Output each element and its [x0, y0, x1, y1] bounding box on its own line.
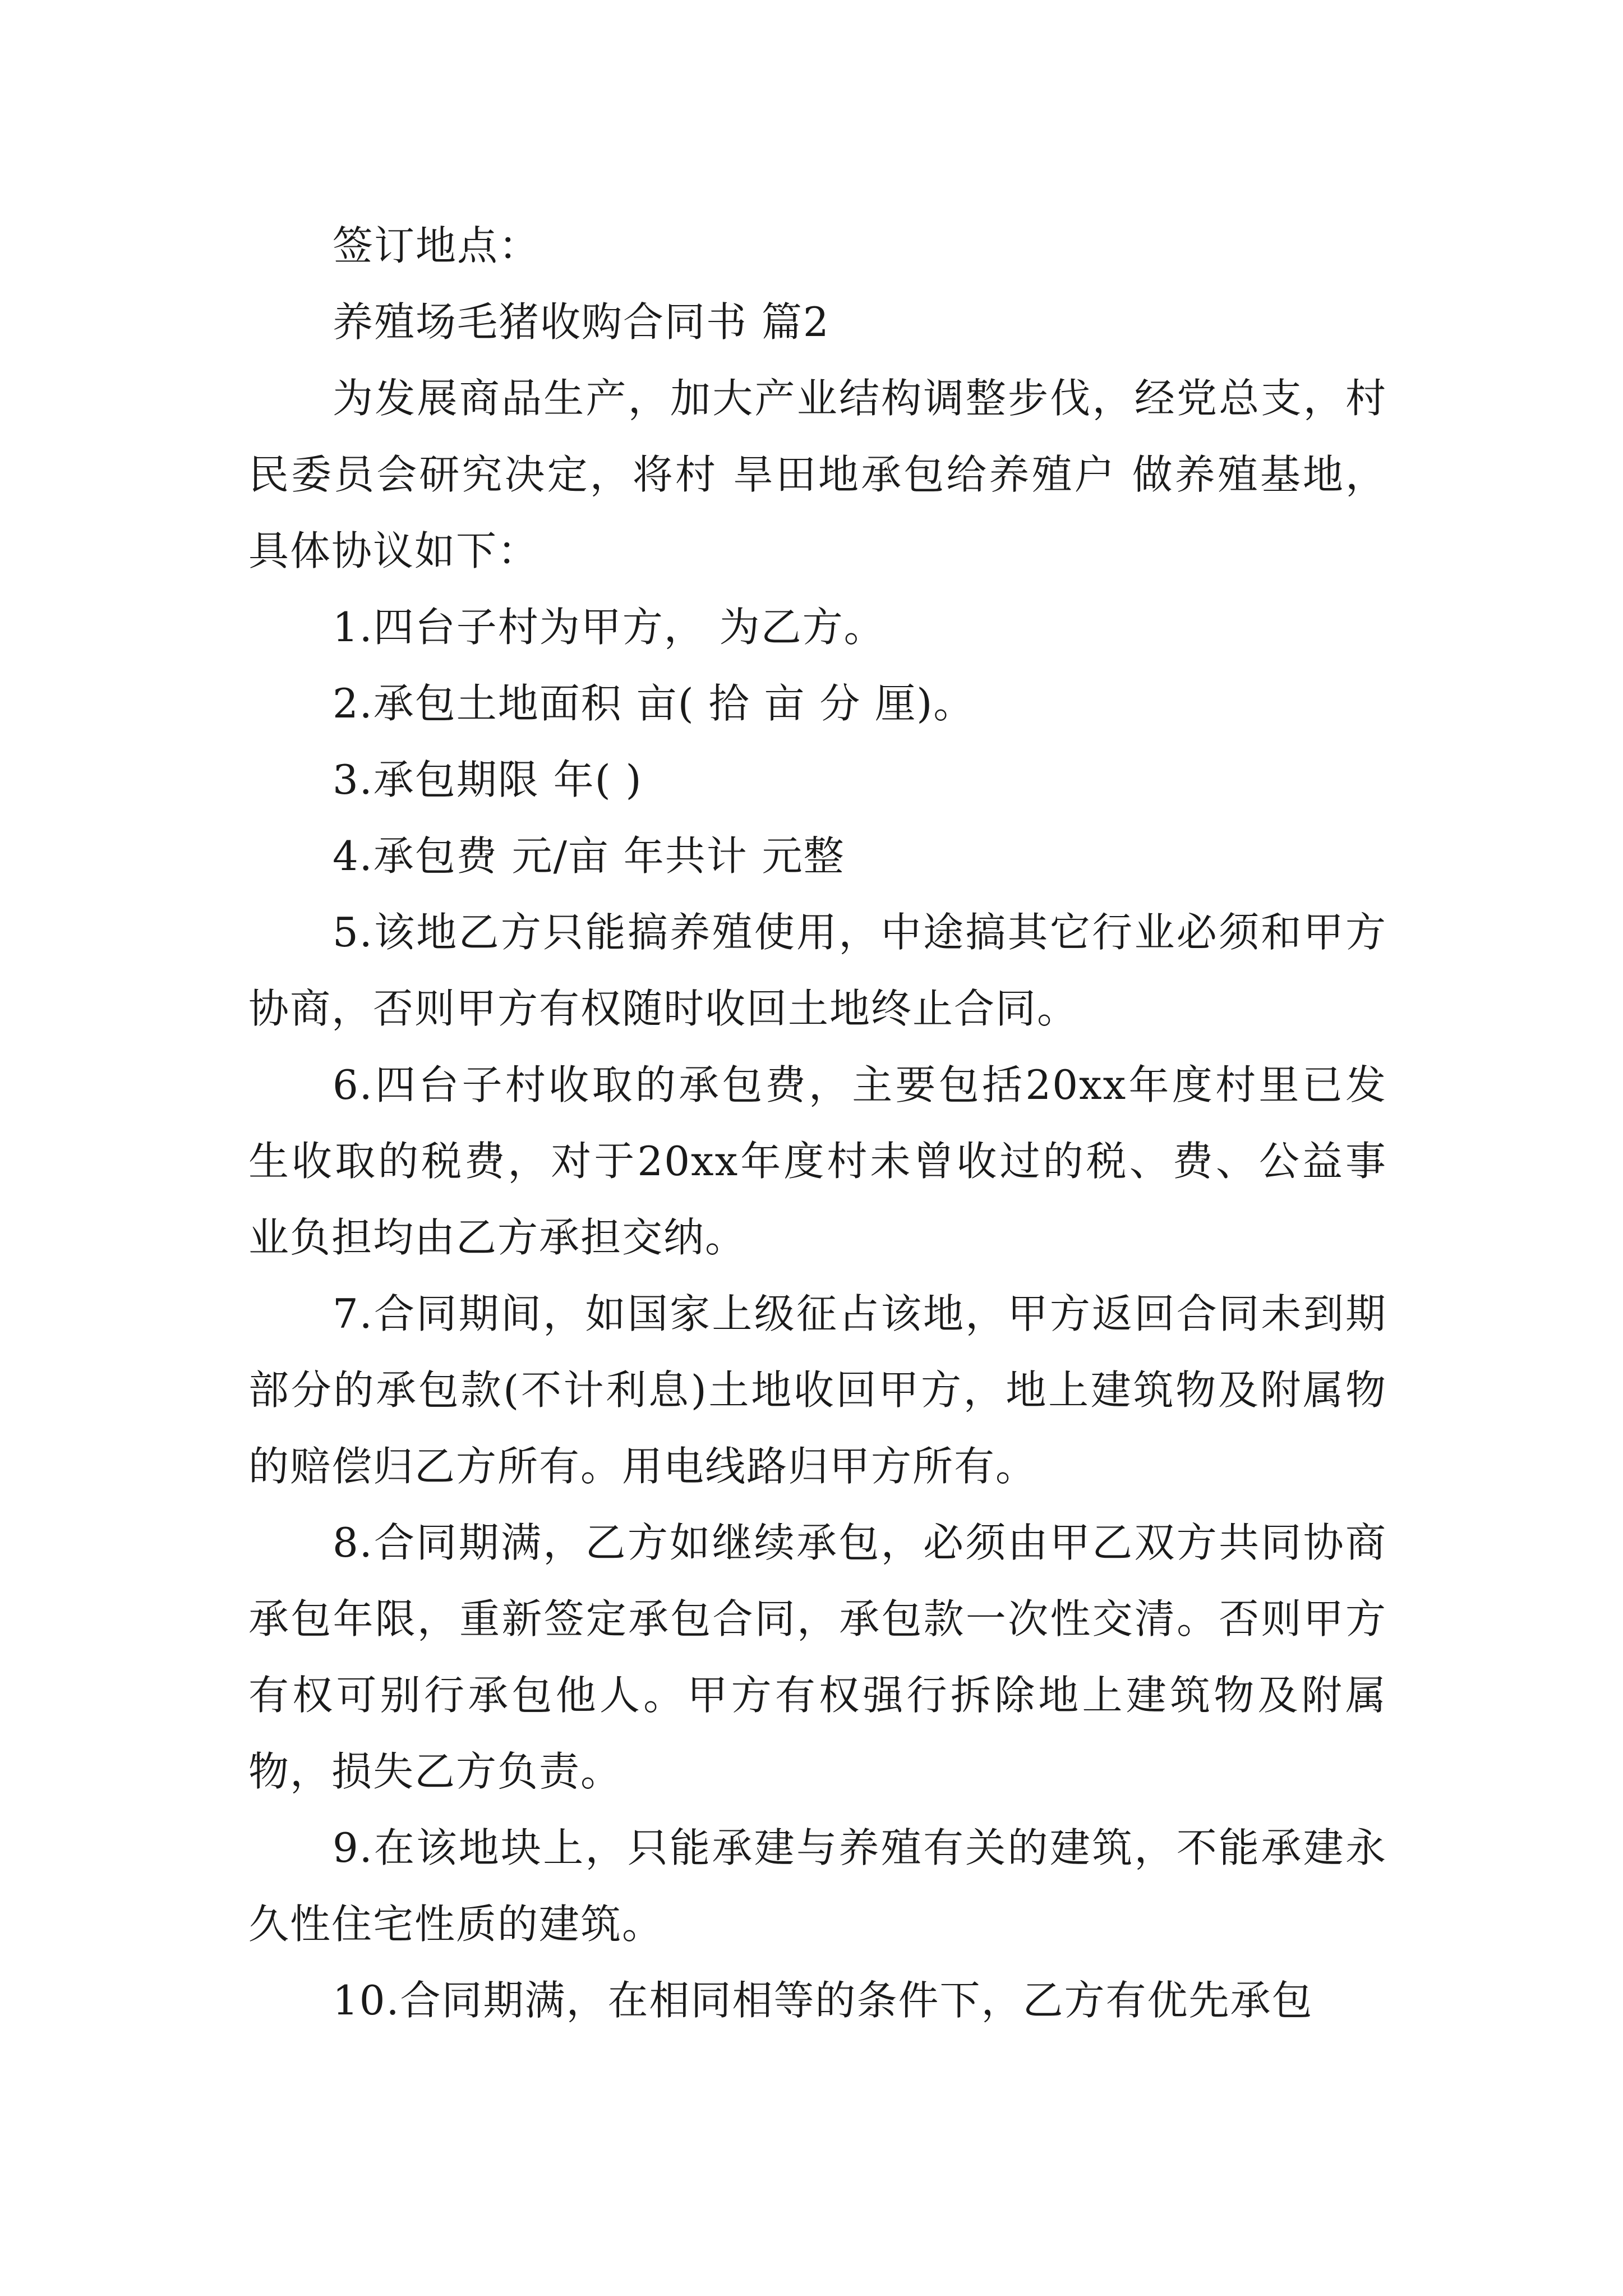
clause-2: 2.承包土地面积 亩( 拾 亩 分 厘)。 [333, 680, 975, 727]
clause-1: 1.四台子村为甲方， 为乙方。 [333, 604, 886, 651]
clause-4: 4.承包费 元/亩 年共计 元整 [333, 832, 845, 880]
signing-location-line: 签订地点： [333, 222, 541, 269]
document-body [248, 208, 1387, 2039]
clause-10: 10.合同期满，在相同相等的条件下，乙方有优先承包 [333, 1977, 1313, 2024]
clause-5: 5.该地乙方只能搞养殖使用，中途搞其它行业必须和甲方协商，否则甲方有权随时收回土地终止合同。 [248, 909, 1387, 1032]
clause-7: 7.合同期间，如国家上级征占该地，甲方返回合同未到期部分的承包款(不计利息)土地收回甲方，地上建筑物及附属物的赔偿归乙方所有。用电线路归甲方所有。 [248, 1290, 1387, 1490]
clause-6: 6.四台子村收取的承包费，主要包括20xx年度村里已发生收取的税费，对于20xx年度村未曾收过的税、费、公益事业负担均由乙方承担交纳。 [248, 1061, 1387, 1261]
clause-8: 8.合同期满，乙方如继续承包，必须由甲乙双方共同协商承包年限，重新签定承包合同，承包款一次性交清。否则甲方有权可别行承包他人。甲方有权强行拆除地上建筑物及附属物，损失乙方负责。 [248, 1519, 1387, 1795]
clause-3: 3.承包期限 年( ) [333, 756, 643, 803]
section-title: 养殖场毛猪收购合同书 篇2 [333, 298, 830, 346]
clause-9: 9.在该地块上，只能承建与养殖有关的建筑，不能承建永久性住宅性质的建筑。 [248, 1824, 1387, 1948]
intro-paragraph: 为发展商品生产，加大产业结构调整步伐，经党总支，村民委员会研究决定，将村 旱田地承包给养殖户 做养殖基地，具体协议如下： [248, 375, 1387, 574]
